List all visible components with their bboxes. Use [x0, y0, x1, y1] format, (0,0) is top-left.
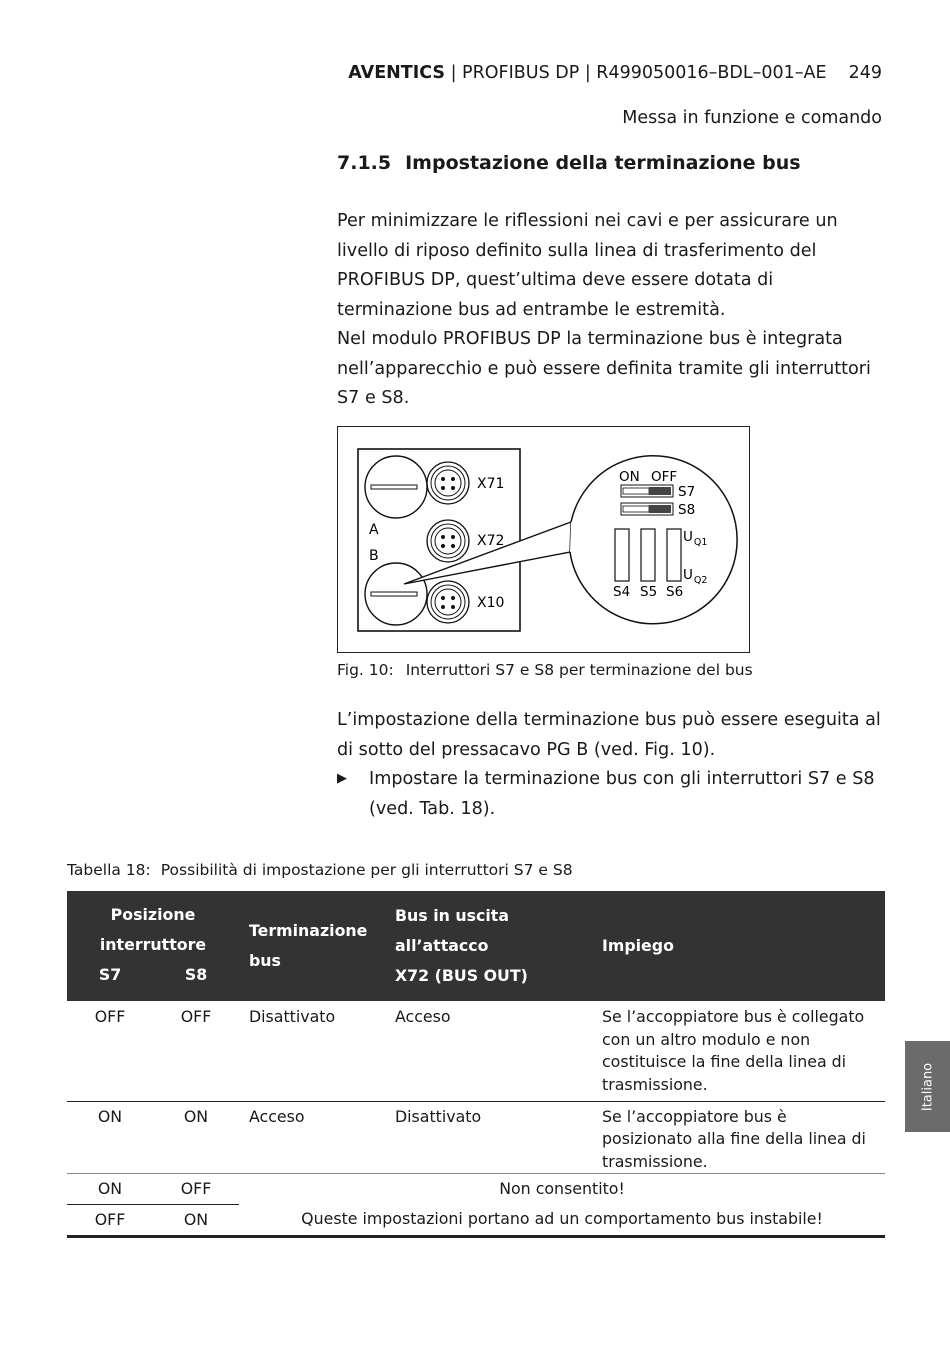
language-side-tab [905, 1041, 950, 1132]
gland-b-slot [371, 592, 417, 596]
brand-name: AVENTICS [348, 63, 446, 83]
switch-s5 [641, 529, 655, 581]
label-x10: X10 [477, 595, 505, 611]
label-u-q1: $U_{Q1}$ [683, 529, 708, 548]
header-s8: S8 [153, 963, 239, 1001]
figure-caption [337, 661, 753, 679]
page-header [348, 63, 882, 83]
switch-s4 [615, 529, 629, 581]
integration-paragraph: Nel modulo PROFIBUS DP la terminazione bus è integrata nell’apparecchio e può essere definita tramite gli interruttori S7 e S8. [337, 329, 871, 408]
table-row-invalid: ON OFF Non consentito! Queste impostazioni portano ad un comportamento bus instabile! [67, 1174, 885, 1205]
label-u-q2: $U_{Q2}$ [683, 567, 708, 586]
gland-a-slot [371, 485, 417, 489]
label-on: ON [619, 469, 640, 485]
dip-switch-s7 [621, 485, 673, 497]
header-document-id: | PROFIBUS DP | R499050016–BDL–001–AE [445, 63, 827, 83]
figure-caption-text: Interruttori S7 e S8 per terminazione del bus [405, 661, 753, 679]
table-caption-label: Tabella 18: [67, 861, 151, 879]
figure-switches-diagram [337, 426, 750, 653]
header-usage: Impiego [592, 891, 885, 1001]
label-x71: X71 [477, 476, 505, 492]
section-title: Impostazione della terminazione bus [405, 152, 801, 174]
section-number: 7.1.5 [337, 152, 392, 174]
switch-s6 [667, 529, 681, 581]
bullet-arrow-icon: ▶ [337, 771, 347, 786]
label-s6: S6 [666, 584, 684, 600]
table-row: ON ON Acceso Disattivato Se l’accoppiatore bus è posizionato alla fine della linea di trasmissione. [67, 1101, 885, 1174]
table-caption [67, 861, 573, 879]
label-s8: S8 [678, 502, 696, 518]
label-s7: S7 [678, 484, 696, 500]
bullet-text: Impostare la terminazione bus con gli interruttori S7 e S8 (ved. Tab. 18). [369, 769, 875, 819]
switches-diagram-svg [337, 426, 750, 653]
label-b: B [369, 548, 379, 564]
header-bus-out: Bus in uscita all’attacco X72 (BUS OUT) [385, 891, 592, 1001]
header-s7: S7 [67, 963, 153, 1001]
intro-paragraph: Per minimizzare le riflessioni nei cavi e per assicurare un livello di riposo definito sulla linea di trasferimento del PROFIBUS DP, quest’ultima deve essere dotata di terminazione bus ad entrambe le estremità. [337, 211, 838, 320]
label-s4: S4 [613, 584, 631, 600]
table-row: OFF OFF Disattivato Acceso Se l’accoppiatore bus è collegato con un altro modulo e non costituisce la fine della linea di trasmissione. [67, 1001, 885, 1101]
table-row-invalid: OFF ON [67, 1205, 885, 1237]
table-caption-text: Possibilità di impostazione per gli interruttori S7 e S8 [160, 861, 573, 879]
label-s5: S5 [640, 584, 658, 600]
connector-x72 [427, 520, 469, 562]
figure-caption-label: Fig. 10: [337, 661, 394, 679]
header-termination: Terminazione bus [239, 891, 385, 1001]
invalid-settings-note: Non consentito! Queste impostazioni portano ad un comportamento bus instabile! [301, 1179, 823, 1228]
label-off: OFF [651, 469, 678, 485]
page-number: 249 [848, 63, 882, 83]
language-label: Italiano [920, 1062, 935, 1111]
instruction-bullet [337, 765, 887, 824]
header-switch-position: Posizione interruttore [67, 891, 239, 963]
instruction-paragraph: L’impostazione della terminazione bus può essere eseguita al di sotto del pressacavo PG B (ved. Fig. 10). [337, 710, 881, 760]
label-a: A [369, 522, 379, 538]
switch-settings-table [67, 891, 885, 1238]
dip-switch-s8 [621, 503, 673, 515]
connector-x10 [427, 581, 469, 623]
section-heading [337, 152, 801, 174]
connector-x71 [427, 462, 469, 504]
label-x72: X72 [477, 533, 505, 549]
chapter-subtitle: Messa in funzione e comando [622, 108, 882, 128]
